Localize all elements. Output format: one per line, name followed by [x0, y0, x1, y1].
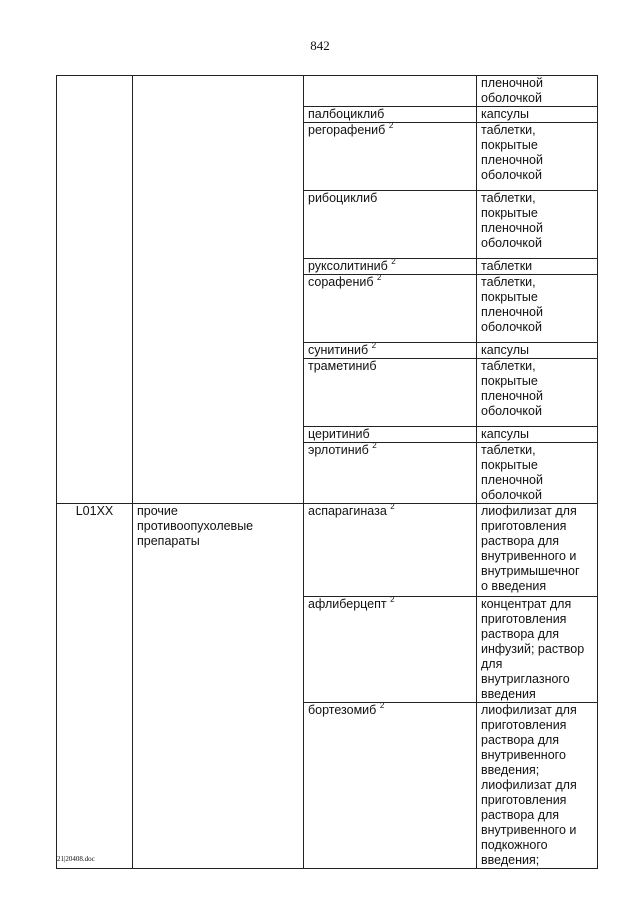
- footer-filename: 21|20408.doc: [57, 855, 95, 863]
- dosage-form-text: таблетки, покрытые пленочной оболочкой: [481, 275, 543, 334]
- footnote-marker: 2: [390, 596, 395, 604]
- dosage-form-cell: [477, 359, 598, 427]
- footnote-marker: 2: [377, 274, 382, 282]
- footnote-marker: 2: [371, 342, 377, 350]
- footnote-marker: 2: [372, 442, 377, 450]
- drug-name-cell: [304, 259, 477, 275]
- atc-code-cell: [57, 76, 133, 504]
- dosage-form-text: таблетки: [481, 259, 533, 273]
- drug-table: [56, 75, 598, 869]
- drug-name: аспарагиназа: [308, 504, 387, 518]
- dosage-form-text: таблетки, покрытые пленочной оболочкой: [481, 443, 543, 502]
- dosage-form-cell: [477, 427, 598, 443]
- drug-name: регорафениб: [308, 123, 386, 137]
- drug-name: бортезомиб: [308, 703, 377, 717]
- drug-name-cell: [304, 107, 477, 123]
- dosage-form-cell: [477, 597, 598, 703]
- drug-name: рибоциклиб: [308, 191, 378, 205]
- dosage-form-cell: [477, 191, 598, 259]
- dosage-form-text: капсулы: [481, 343, 529, 357]
- drug-name-cell: [304, 76, 477, 107]
- drug-name-cell: [304, 443, 477, 504]
- table-row: [57, 504, 598, 597]
- footnote-marker: 2: [379, 702, 385, 710]
- dosage-form-text: лиофилизат для приготовления раствора для внутривенного и внутримышечног о введения: [481, 504, 580, 593]
- dosage-form-cell: [477, 703, 598, 869]
- drug-name-cell: [304, 275, 477, 343]
- dosage-form-cell: [477, 275, 598, 343]
- drug-name: сунитиниб: [308, 343, 369, 357]
- dosage-form-text: капсулы: [481, 107, 529, 121]
- dosage-form-text: таблетки, покрытые пленочной оболочкой: [481, 123, 543, 182]
- dosage-form-text: лиофилизат для приготовления раствора для внутривенного введения; лиофилизат для приготовления раствора для внутривенного и подкожного введения;: [481, 703, 577, 867]
- drug-name: сорафениб: [308, 275, 374, 289]
- drug-name: афлиберцепт: [308, 597, 387, 611]
- dosage-form-text: капсулы: [481, 427, 529, 441]
- drug-name: палбоциклиб: [308, 107, 385, 121]
- footnote-marker: 2: [390, 503, 395, 511]
- footnote-marker: 2: [388, 122, 394, 130]
- footnote-marker: 2: [391, 258, 396, 266]
- dosage-form-cell: [477, 343, 598, 359]
- atc-code-cell: L01XX: [57, 504, 133, 869]
- dosage-form-text: пленочной оболочкой: [481, 76, 543, 105]
- dosage-form-text: таблетки, покрытые пленочной оболочкой: [481, 359, 543, 418]
- drug-group-cell: [133, 76, 304, 504]
- drug-name: траметиниб: [308, 359, 377, 373]
- dosage-form-cell: [477, 504, 598, 597]
- drug-name: церитиниб: [308, 427, 370, 441]
- dosage-form-cell: [477, 259, 598, 275]
- drug-name: эрлотиниб: [308, 443, 369, 457]
- drug-name-cell: [304, 343, 477, 359]
- drug-name-cell: [304, 597, 477, 703]
- dosage-form-cell: [477, 76, 598, 107]
- drug-group-cell: [133, 504, 304, 869]
- table-row: [57, 76, 598, 107]
- dosage-form-text: концентрат для приготовления раствора для инфузий; раствор для внутриглазного введения: [481, 597, 585, 701]
- page-number: 842: [310, 38, 330, 53]
- dosage-form-cell: [477, 443, 598, 504]
- drug-name-cell: [304, 123, 477, 191]
- drug-name-cell: [304, 191, 477, 259]
- drug-name-cell: [304, 504, 477, 597]
- dosage-form-text: таблетки, покрытые пленочной оболочкой: [481, 191, 543, 250]
- dosage-form-cell: [477, 123, 598, 191]
- drug-name: руксолитиниб: [308, 259, 388, 273]
- drug-name-cell: [304, 427, 477, 443]
- drug-name-cell: [304, 359, 477, 427]
- drug-group-text: прочие противоопухолевые препараты: [137, 504, 254, 548]
- dosage-form-cell: [477, 107, 598, 123]
- drug-name-cell: [304, 703, 477, 869]
